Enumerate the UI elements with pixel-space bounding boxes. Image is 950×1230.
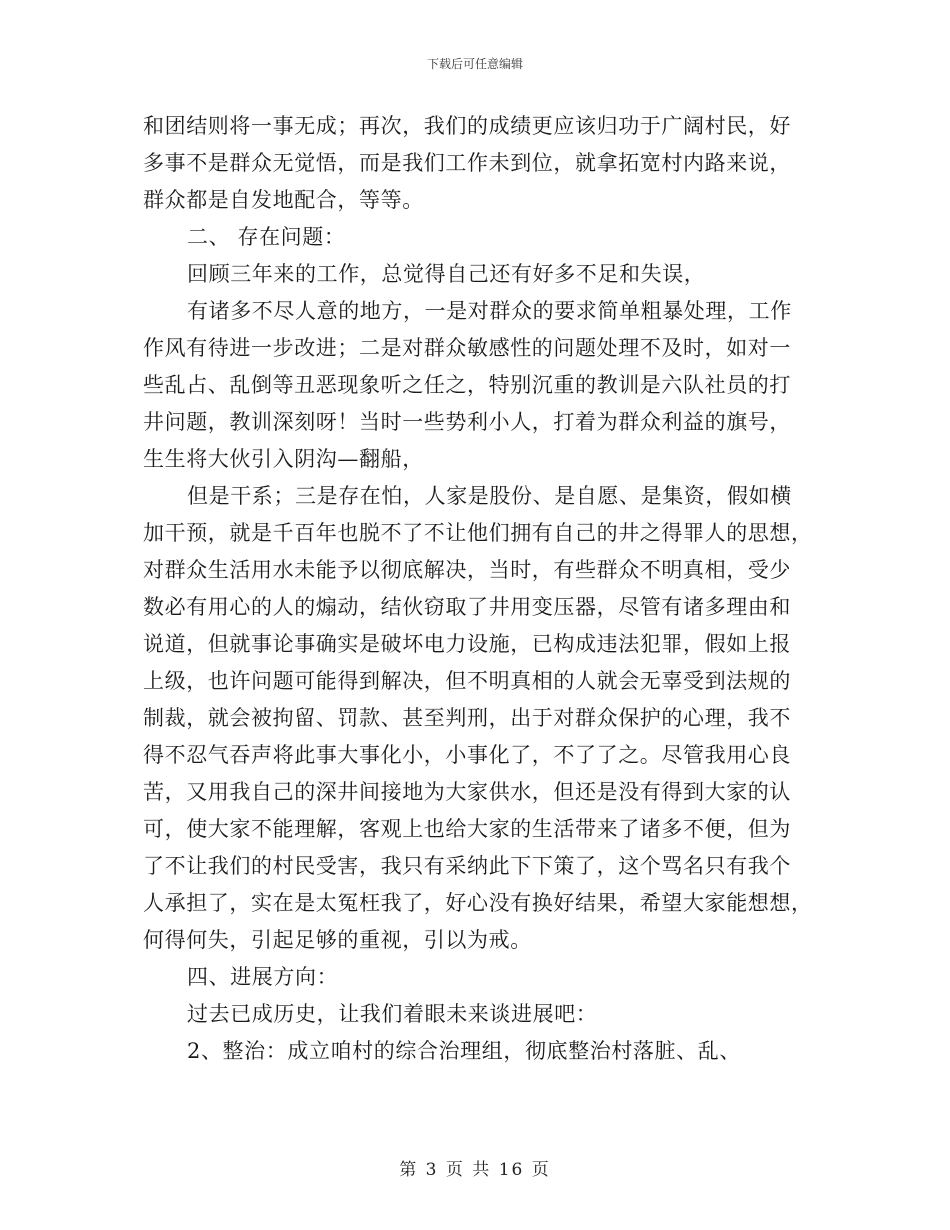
- document-body: [143, 108, 813, 1070]
- text-line: 四、进展方向：: [187, 965, 339, 989]
- text-line: 回顾三年来的工作，总觉得自己还有好多不足和失误，: [187, 262, 706, 286]
- page-header: 下载后可任意编辑: [426, 57, 523, 71]
- text-line: 但是干系；三是存在怕，人家是股份、是自愿、是集资，假如横: [187, 484, 792, 508]
- text-line: 上级，也许问题可能得到解决，但不明真相的人就会无辜受到法规的: [143, 669, 791, 693]
- text-line: 有诸多不尽人意的地方，一是对群众的要求简单粗暴处理，工作: [187, 299, 792, 323]
- text-line: 井问题，教训深刻呀！当时一些势利小人，打着为群众利益的旗号，: [143, 410, 791, 434]
- text-line: 和团结则将一事无成；再次，我们的成绩更应该归功于广阔村民，好: [143, 114, 791, 138]
- text-line: 多事不是群众无觉悟，而是我们工作未到位，就拿拓宽村内路来说，: [143, 151, 791, 175]
- text-line: 制裁，就会被拘留、罚款、甚至判刑，出于对群众保护的心理，我不: [143, 706, 791, 730]
- text-line: 加干预，就是千百年也脱不了不让他们拥有自己的井之得罪人的思想，: [143, 521, 813, 545]
- text-line: 过去已成历史，让我们着眼未来谈进展吧：: [187, 1002, 598, 1026]
- text-line: 生生将大伙引入阴沟—翻船，: [143, 447, 424, 471]
- text-line: 苦，又用我自己的深井间接地为大家供水，但还是没有得到大家的认: [143, 780, 791, 804]
- text-line: 群众都是自发地配合，等等。: [143, 188, 424, 212]
- text-line: 人承担了，实在是太冤枉我了，好心没有换好结果，希望大家能想想，: [143, 891, 813, 915]
- text-line: 得不忍气吞声将此事大事化小，小事化了，不了了之。尽管我用心良: [143, 743, 791, 767]
- text-line: 了不让我们的村民受害，我只有采纳此下下策了，这个骂名只有我个: [143, 854, 791, 878]
- text-line: 说道，但就事论事确实是破坏电力设施，已构成违法犯罪，假如上报: [143, 632, 791, 656]
- text-line: 对群众生活用水未能予以彻底解决，当时，有些群众不明真相，受少: [143, 558, 791, 582]
- text-line: 何得何失，引起足够的重视，引以为戒。: [143, 928, 532, 952]
- text-line: 数必有用心的人的煽动，结伙窃取了井用变压器，尽管有诸多理由和: [143, 595, 791, 619]
- text-line: 可，使大家不能理解，客观上也给大家的生活带来了诸多不便，但为: [143, 817, 791, 841]
- page-number-footer: 第 3 页 共 16 页: [399, 1160, 551, 1180]
- text-line: 2、整治：成立咱村的综合治理组，彻底整治村落脏、乱、: [187, 1039, 741, 1063]
- text-line: 些乱占、乱倒等丑恶现象听之任之，特别沉重的教训是六队社员的打: [143, 373, 791, 397]
- text-line: 作风有待进一步改进；二是对群众敏感性的问题处理不及时，如对一: [143, 336, 791, 360]
- text-line: 二、 存在问题：: [187, 225, 346, 249]
